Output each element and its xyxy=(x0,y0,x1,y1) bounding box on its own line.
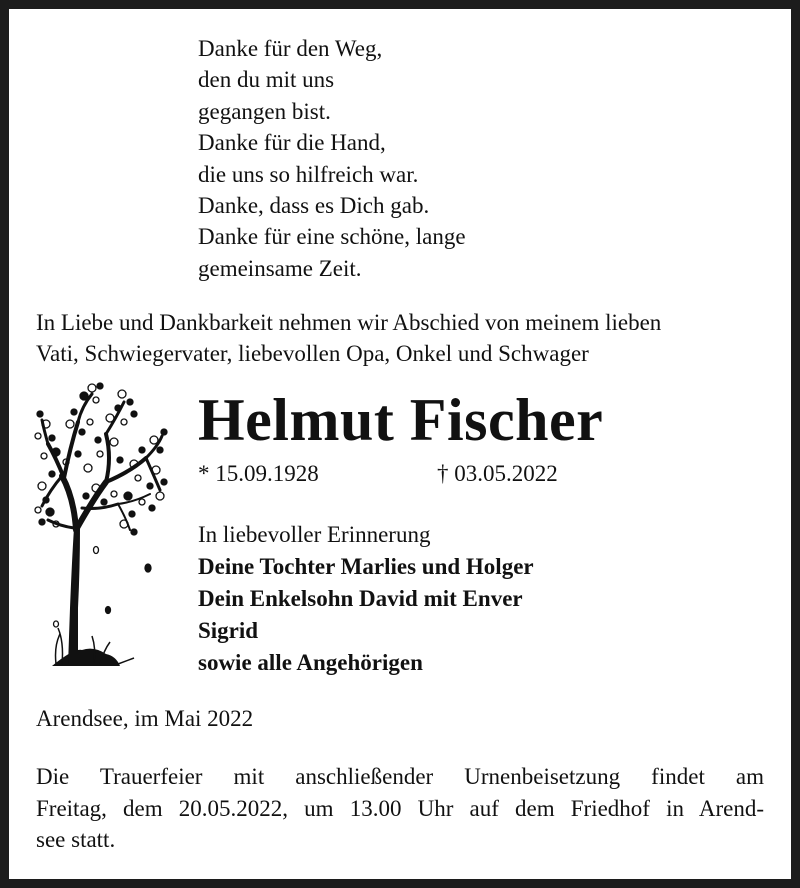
poem-line: Danke für den Weg, xyxy=(198,36,383,61)
mourners-heading: In liebevoller Erinnerung xyxy=(198,522,431,547)
poem-line: Danke für die Hand, xyxy=(198,130,386,156)
poem-line: gemeinsame Zeit. xyxy=(198,255,362,281)
mourner-name: Deine Tochter Marlies und Holger xyxy=(198,554,534,579)
poem-line: Danke, dass es Dich gab. xyxy=(198,192,430,218)
service-line: Die Trauerfeier mit anschließender Urnenbeisetzung findet am xyxy=(36,764,764,789)
intro-line: Vati, Schwiegervater, liebevollen Opa, Onkel und Schwager xyxy=(36,341,589,366)
intro-line: In Liebe und Dankbarkeit nehmen wir Abschied von meinem lieben xyxy=(36,310,662,335)
death-date: † 03.05.2022 xyxy=(437,461,558,486)
tree-icon xyxy=(34,378,174,674)
mourner-name: sowie alle Angehörigen xyxy=(198,650,423,675)
service-line: Freitag, dem 20.05.2022, um 13.00 Uhr auf dem Friedhof in Arend- xyxy=(36,795,764,821)
poem-line: gegangen bist. xyxy=(198,98,331,124)
poem xyxy=(198,33,466,284)
poem-line: die uns so hilfreich war. xyxy=(198,161,419,187)
poem-line: Danke für eine schöne, lange xyxy=(198,224,466,250)
birth-date: * 15.09.1928 xyxy=(198,461,319,486)
mourner-name: Dein Enkelsohn David mit Enver xyxy=(198,586,523,611)
mourner-name: Sigrid xyxy=(198,618,259,643)
intro-text xyxy=(36,307,661,369)
deceased-name: Helmut Fischer xyxy=(198,387,604,453)
funeral-service-text xyxy=(36,761,764,856)
service-line: see statt. xyxy=(36,827,116,852)
place-and-date: Arendsee, im Mai 2022 xyxy=(36,706,254,731)
poem-line: den du mit uns xyxy=(198,67,335,93)
mourners-block xyxy=(198,519,534,679)
